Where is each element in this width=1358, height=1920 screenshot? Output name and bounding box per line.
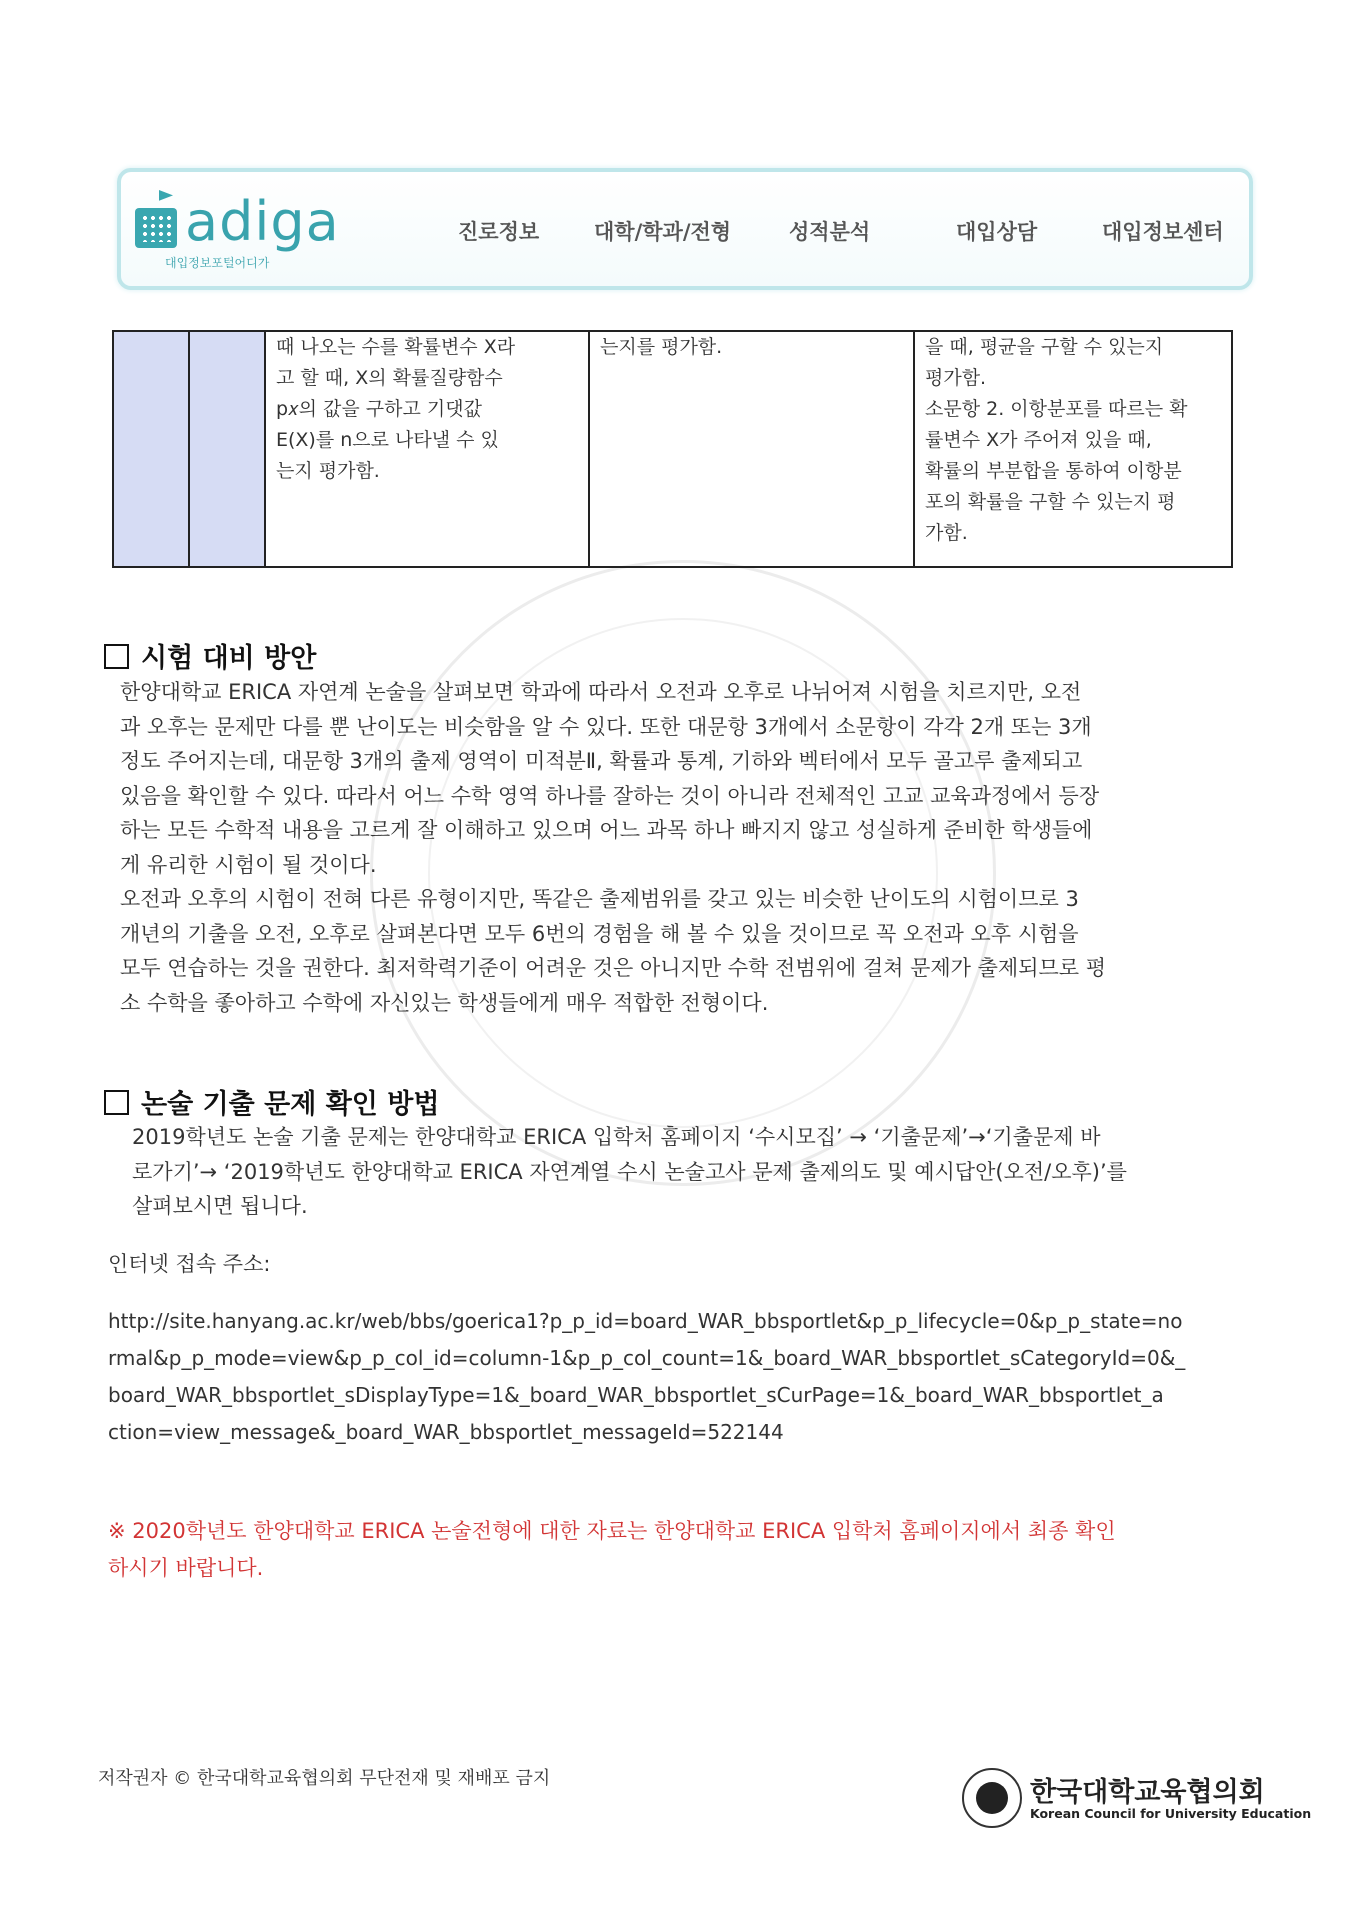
logo-subtitle: 대입정보포털어디가	[165, 256, 270, 270]
notice-text	[108, 1513, 1116, 1587]
paragraph-line: 개년의 기출을 오전, 오후로 살펴본다면 모두 6번의 경험을 해 볼 수 있을 것이므로 꼭 오전과 오후 시험을	[120, 921, 1079, 946]
paragraph-line: 과 오후는 문제만 다를 뿐 난이도는 비슷함을 알 수 있다. 또한 대문항 3개에서 소문항이 각각 2개 또는 3개	[120, 714, 1092, 739]
nav-career-info[interactable]: 진로정보	[458, 220, 540, 244]
paragraph-line: 소 수학을 좋아하고 수학에 자신있는 학생들에게 매우 적합한 전형이다.	[120, 990, 769, 1015]
url-line[interactable]: board_WAR_bbsportlet_sDisplayType=1&_board_WAR_bbsportlet_sCurPage=1&_board_WAR_bbsportlet_a	[108, 1383, 1164, 1407]
evaluation-table	[112, 330, 1233, 568]
adiga-logo[interactable]	[135, 188, 365, 268]
cell-line: 가함.	[925, 522, 968, 544]
notice-line: 하시기 바랍니다.	[108, 1556, 264, 1580]
nav-admission-counsel[interactable]: 대입상담	[956, 220, 1038, 244]
table-cell-criteria	[590, 332, 915, 566]
section-heading-exam-prep	[104, 636, 316, 675]
cell-line: p𝑥의 값을 구하고 기댓값	[276, 398, 482, 420]
checkbox-icon	[104, 644, 129, 669]
url-line[interactable]: rmal&p_p_mode=view&p_p_col_id=column-1&p_p_col_count=1&_board_WAR_bbsportlet_sCategoryId=0&_	[108, 1346, 1186, 1370]
paragraph-line: 살펴보시면 됩니다.	[132, 1194, 308, 1218]
nav-university-major[interactable]: 대학/학과/전형	[594, 220, 732, 244]
table-cell-subcategory	[190, 332, 266, 566]
org-english-name: Korean Council for University Education	[1030, 1806, 1312, 1821]
kcue-logo	[962, 1768, 1312, 1830]
cell-line: 소문항 2. 이항분포를 따르는 확	[925, 398, 1188, 420]
header-banner	[117, 168, 1253, 290]
cell-line: 때 나오는 수를 확률변수 X라	[276, 336, 516, 358]
logo-text: adiga	[185, 190, 340, 253]
exam-url-link[interactable]	[108, 1303, 1185, 1451]
cell-line: 확률의 부분합을 통하여 이항분	[925, 460, 1182, 482]
paragraph-line: 게 유리한 시험이 될 것이다.	[120, 852, 377, 877]
table-cell-category	[114, 332, 190, 566]
seal-icon	[962, 1768, 1022, 1828]
checkbox-icon	[104, 1090, 129, 1115]
url-line[interactable]: ction=view_message&_board_WAR_bbsportlet_messageId=522144	[108, 1420, 784, 1444]
paragraph-line: 로가기’→ ‘2019학년도 한양대학교 ERICA 자연계열 수시 논술고사 문제 출제의도 및 예시답안(오전/오후)’를	[132, 1159, 1127, 1184]
table-cell-evaluation	[915, 332, 1231, 566]
nav-score-analysis[interactable]: 성적분석	[789, 220, 871, 244]
org-name: 한국대학교육협의회	[1030, 1777, 1265, 1808]
section-title: 논술 기출 문제 확인 방법	[141, 1089, 440, 1120]
flag-icon	[159, 190, 173, 208]
section-title: 시험 대비 방안	[141, 643, 317, 674]
nav-info-center[interactable]: 대입정보센터	[1102, 220, 1224, 244]
building-icon	[135, 208, 177, 248]
notice-line: ※ 2020학년도 한양대학교 ERICA 논술전형에 대한 자료는 한양대학교 ERICA 입학처 홈페이지에서 최종 확인	[108, 1519, 1116, 1543]
table-cell-question	[266, 332, 590, 566]
section-heading-past-exams	[104, 1082, 439, 1121]
paragraph-line: 한양대학교 ERICA 자연계 논술을 살펴보면 학과에 따라서 오전과 오후로 나뉘어져 시험을 치르지만, 오전	[120, 680, 1082, 704]
cell-line: 률변수 X가 주어져 있을 때,	[925, 429, 1152, 451]
cell-line: E(X)를 n으로 나타낼 수 있	[276, 429, 499, 451]
exam-prep-paragraph	[120, 675, 1106, 1020]
paragraph-line: 있음을 확인할 수 있다. 따라서 어느 수학 영역 하나를 잘하는 것이 아니라 전체적인 고교 교육과정에서 등장	[120, 783, 1100, 808]
cell-line: 평가함.	[925, 367, 987, 389]
cell-line: 는지를 평가함.	[600, 336, 723, 358]
url-line[interactable]: http://site.hanyang.ac.kr/web/bbs/goerica1?p_p_id=board_WAR_bbsportlet&p_p_lifecycle=0&p_p_state=no	[108, 1309, 1183, 1333]
copyright-notice: 저작권자 © 한국대학교육협의회 무단전재 및 재배포 금지	[98, 1768, 551, 1789]
cell-line: 고 할 때, X의 확률질량함수	[276, 367, 503, 389]
cell-line: 포의 확률을 구할 수 있는지 평	[925, 491, 1176, 513]
paragraph-line: 오전과 오후의 시험이 전혀 다른 유형이지만, 똑같은 출제범위를 갖고 있는 비슷한 난이도의 시험이므로 3	[120, 887, 1079, 911]
paragraph-line: 정도 주어지는데, 대문항 3개의 출제 영역이 미적분Ⅱ, 확률과 통계, 기하와 벡터에서 모두 골고루 출제되고	[120, 749, 1083, 773]
paragraph-line: 2019학년도 논술 기출 문제는 한양대학교 ERICA 입학처 홈페이지 ‘수시모집’ → ‘기출문제’→‘기출문제 바	[132, 1125, 1101, 1149]
cell-line: 을 때, 평균을 구할 수 있는지	[925, 336, 1164, 358]
past-exams-paragraph	[132, 1120, 1127, 1224]
cell-line: 는지 평가함.	[276, 460, 380, 482]
paragraph-line: 하는 모든 수학적 내용을 고르게 잘 이해하고 있으며 어느 과목 하나 빠지지 않고 성실하게 준비한 학생들에	[120, 818, 1093, 842]
paragraph-line: 모두 연습하는 것을 권한다. 최저학력기준이 어려운 것은 아니지만 수학 전범위에 걸쳐 문제가 출제되므로 평	[120, 956, 1107, 980]
url-label: 인터넷 접속 주소:	[108, 1252, 271, 1276]
